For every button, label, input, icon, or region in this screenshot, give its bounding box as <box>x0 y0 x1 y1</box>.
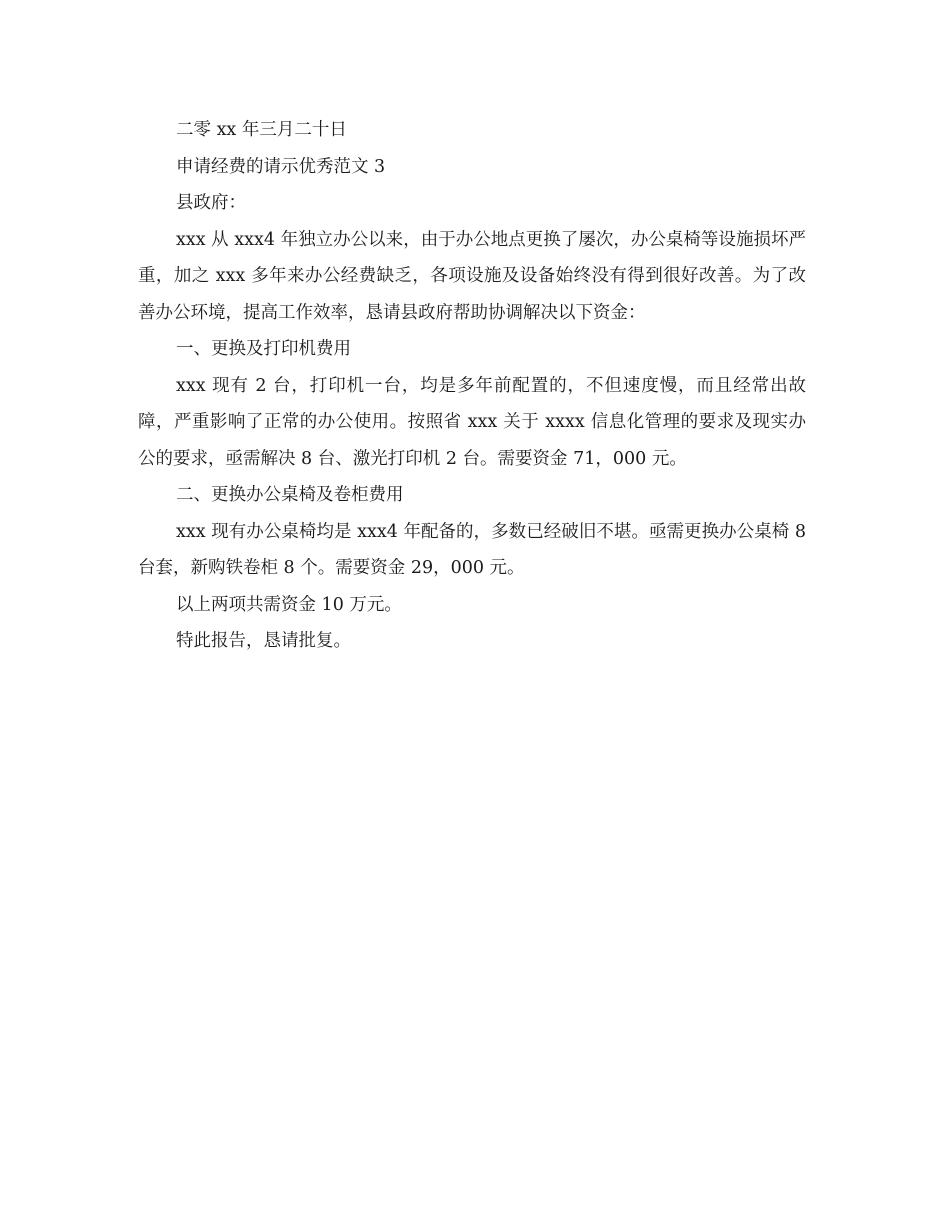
section-heading-1: 一、更换及打印机费用 <box>176 339 351 359</box>
intro-paragraph: xxx 从 xxx4 年独立办公以来，由于办公地点更换了屡次，办公桌椅等设施损坏严重，加之 xxx 多年来办公经费缺乏，各项设施及设备始终没有得到很好改善。为了改善办公环境，提高工作效率，恳请县政府帮助协调解决以下资金： <box>138 229 806 323</box>
section-body-1: xxx 现有 2 台，打印机一台，均是多年前配置的，不但速度慢，而且经常出故障，严重影响了正常的办公使用。按照省 xxx 关于 xxxx 信息化管理的要求及现实办公的要求，亟需解决 8 台、激光打印机 2 台。需要资金 71，000 元。 <box>138 375 806 469</box>
document-body <box>138 112 806 660</box>
section-body-2: xxx 现有办公桌椅均是 xxx4 年配备的，多数已经破旧不堪。亟需更换办公桌椅 8 台套，新购铁卷柜 8 个。需要资金 29，000 元。 <box>138 521 806 578</box>
section-heading-2: 二、更换办公桌椅及卷柜费用 <box>176 485 404 505</box>
total-paragraph: 以上两项共需资金 10 万元。 <box>176 594 402 615</box>
date-line: 二零 xx 年三月二十日 <box>176 120 347 140</box>
document-title: 申请经费的请示优秀范文 3 <box>176 156 386 177</box>
addressee: 县政府： <box>176 193 246 213</box>
closing-line: 特此报告，恳请批复。 <box>176 631 351 651</box>
